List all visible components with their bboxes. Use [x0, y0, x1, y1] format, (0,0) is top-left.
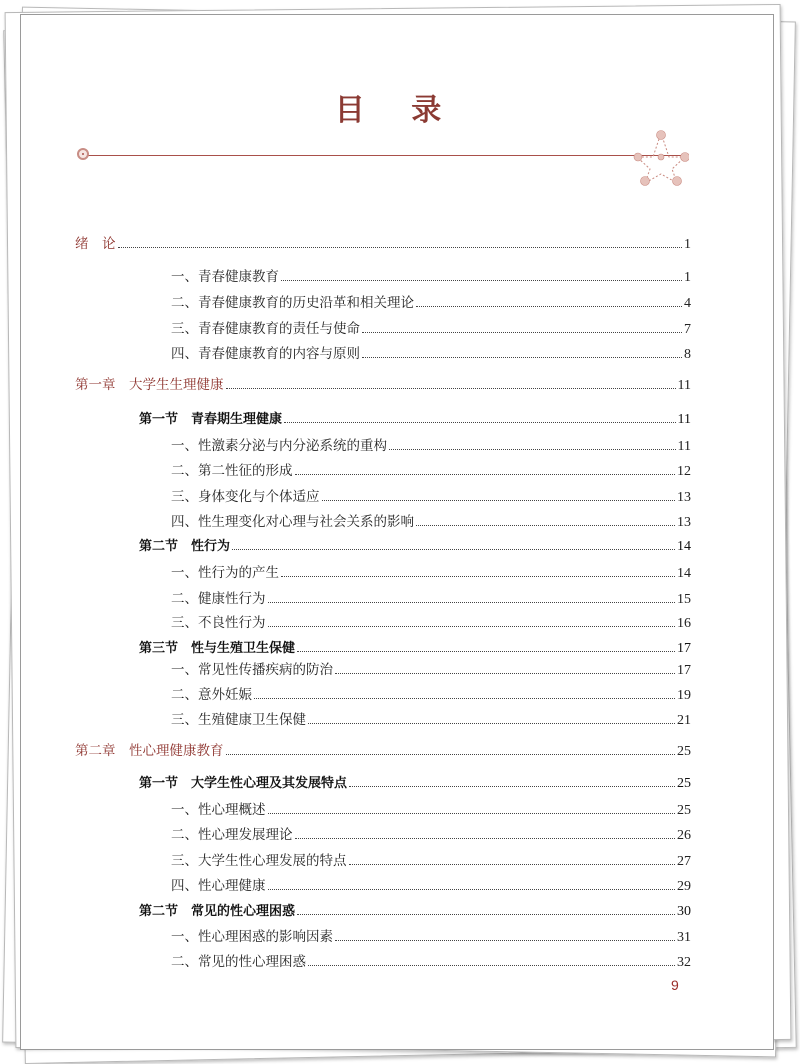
toc-section-row[interactable]: [139, 535, 691, 555]
toc-entry-page: 1: [684, 237, 691, 252]
toc-entry-title: 第三节 性与生殖卫生保健: [139, 641, 296, 656]
toc-entry-page: 26: [677, 828, 691, 843]
toc-item-row[interactable]: [171, 561, 691, 582]
toc-leader-dots: [295, 838, 676, 839]
toc-leader-dots: [268, 889, 676, 890]
toc-item-row[interactable]: [171, 611, 691, 632]
toc-entry-title: 第一节 青春期生理健康: [139, 412, 283, 427]
toc-entry-page: 11: [677, 412, 691, 427]
toc-entry-title: 三、身体变化与个体适应: [171, 489, 320, 505]
page-title: 目 录: [334, 93, 460, 128]
toc-leader-dots: [416, 525, 675, 526]
toc-chapter-row[interactable]: [75, 739, 691, 760]
toc-entry-page: 31: [677, 930, 691, 945]
toc-leader-dots: [281, 280, 682, 281]
toc-entry-title: 第二章 性心理健康教育: [75, 743, 224, 759]
toc-leader-dots: [362, 357, 682, 358]
toc-leader-dots: [226, 388, 676, 389]
toc-leader-dots: [118, 247, 683, 248]
toc-item-row[interactable]: [171, 485, 691, 506]
toc-entry-title: 二、第二性征的形成: [171, 463, 293, 479]
toc-leader-dots: [297, 914, 675, 915]
toc-leader-dots: [308, 965, 675, 966]
toc-item-row[interactable]: [171, 291, 691, 312]
toc-entry-page: 29: [677, 879, 691, 894]
toc-entry-title: 二、性心理发展理论: [171, 827, 293, 843]
toc-entry-page: 19: [677, 688, 691, 703]
toc-item-row[interactable]: [171, 925, 691, 946]
toc-leader-dots: [268, 813, 676, 814]
toc-section-row[interactable]: [139, 772, 691, 792]
toc-item-row[interactable]: [171, 434, 691, 455]
toc-section-row[interactable]: [139, 900, 691, 920]
toc-item-row[interactable]: [171, 459, 691, 480]
toc-entry-title: 绪 论: [75, 236, 116, 252]
toc-leader-dots: [335, 673, 675, 674]
toc-entry-page: 15: [677, 592, 691, 607]
toc-entry-page: 17: [677, 663, 691, 678]
toc-item-row[interactable]: [171, 849, 691, 870]
toc-item-row[interactable]: [171, 265, 691, 286]
toc-entry-page: 1: [684, 270, 691, 285]
toc-chapter-row[interactable]: [75, 232, 691, 253]
toc-entry-page: 30: [677, 904, 691, 919]
toc-entry-title: 一、性激素分泌与内分泌系统的重构: [171, 438, 387, 454]
toc-leader-dots: [295, 474, 676, 475]
toc-item-row[interactable]: [171, 950, 691, 971]
toc-leader-dots: [297, 651, 675, 652]
toc-chapter-row[interactable]: [75, 373, 691, 394]
toc-page: [20, 14, 774, 1050]
toc-item-row[interactable]: [171, 798, 691, 819]
toc-entry-title: 二、青春健康教育的历史沿革和相关理论: [171, 295, 414, 311]
toc-leader-dots: [308, 723, 675, 724]
toc-entry-page: 25: [677, 803, 691, 818]
toc-entry-page: 8: [684, 347, 691, 362]
toc-item-row[interactable]: [171, 510, 691, 531]
toc-entry-title: 三、不良性行为: [171, 615, 266, 631]
toc-leader-dots: [362, 332, 682, 333]
star-emblem-icon: [633, 127, 689, 187]
toc-entry-title: 一、青春健康教育: [171, 269, 279, 285]
toc-entry-page: 13: [677, 515, 691, 530]
toc-entry-page: 11: [677, 378, 691, 393]
toc-entry-title: 第一节 大学生性心理及其发展特点: [139, 776, 348, 791]
toc-entry-page: 11: [677, 439, 691, 454]
toc-entry-title: 二、常见的性心理困惑: [171, 954, 306, 970]
toc-leader-dots: [284, 422, 676, 423]
toc-leader-dots: [349, 864, 676, 865]
page-number: 9: [671, 977, 679, 993]
toc-entry-title: 四、性心理健康: [171, 878, 266, 894]
toc-entry-title: 二、健康性行为: [171, 591, 266, 607]
title-divider: [85, 155, 685, 156]
toc-leader-dots: [226, 754, 676, 755]
toc-item-row[interactable]: [171, 708, 691, 729]
toc-entry-title: 一、性行为的产生: [171, 565, 279, 581]
toc-entry-page: 12: [677, 464, 691, 479]
toc-item-row[interactable]: [171, 342, 691, 363]
toc-entry-page: 14: [677, 566, 691, 581]
toc-item-row[interactable]: [171, 823, 691, 844]
toc-leader-dots: [268, 602, 676, 603]
toc-section-row[interactable]: [139, 637, 691, 657]
toc-item-row[interactable]: [171, 683, 691, 704]
toc-leader-dots: [268, 626, 676, 627]
toc-leader-dots: [254, 698, 675, 699]
toc-entry-title: 四、性生理变化对心理与社会关系的影响: [171, 514, 414, 530]
toc-item-row[interactable]: [171, 874, 691, 895]
toc-entry-title: 第二节 常见的性心理困惑: [139, 904, 296, 919]
toc-entry-title: 三、大学生性心理发展的特点: [171, 853, 347, 869]
toc-item-row[interactable]: [171, 658, 691, 679]
toc-section-row[interactable]: [139, 408, 691, 428]
toc-leader-dots: [389, 449, 676, 450]
toc-entry-page: 21: [677, 713, 691, 728]
toc-entry-title: 第二节 性行为: [139, 539, 231, 554]
toc-leader-dots: [322, 500, 676, 501]
toc-entry-page: 4: [684, 296, 691, 311]
toc-entry-page: 32: [677, 955, 691, 970]
toc-leader-dots: [349, 786, 675, 787]
toc-entry-page: 17: [677, 641, 691, 656]
toc-leader-dots: [416, 306, 682, 307]
toc-entry-page: 27: [677, 854, 691, 869]
toc-entry-page: 14: [677, 539, 691, 554]
toc-entry-page: 7: [684, 322, 691, 337]
toc-entry-page: 16: [677, 616, 691, 631]
toc-entry-page: 13: [677, 490, 691, 505]
toc-entry-title: 一、性心理困惑的影响因素: [171, 929, 333, 945]
toc-leader-dots: [232, 549, 675, 550]
toc-entry-title: 一、常见性传播疾病的防治: [171, 662, 333, 678]
toc-entry-title: 一、性心理概述: [171, 802, 266, 818]
toc-entry-page: 25: [677, 744, 691, 759]
divider-bullet-icon: [77, 148, 89, 160]
toc-entry-title: 四、青春健康教育的内容与原则: [171, 346, 360, 362]
toc-entry-title: 第一章 大学生生理健康: [75, 377, 224, 393]
toc-item-row[interactable]: [171, 317, 691, 338]
toc-entry-page: 25: [677, 776, 691, 791]
toc-entry-title: 二、意外妊娠: [171, 687, 252, 703]
toc-leader-dots: [335, 940, 675, 941]
toc-leader-dots: [281, 576, 675, 577]
toc-item-row[interactable]: [171, 587, 691, 608]
toc-entry-title: 三、青春健康教育的责任与使命: [171, 321, 360, 337]
toc-entry-title: 三、生殖健康卫生保健: [171, 712, 306, 728]
